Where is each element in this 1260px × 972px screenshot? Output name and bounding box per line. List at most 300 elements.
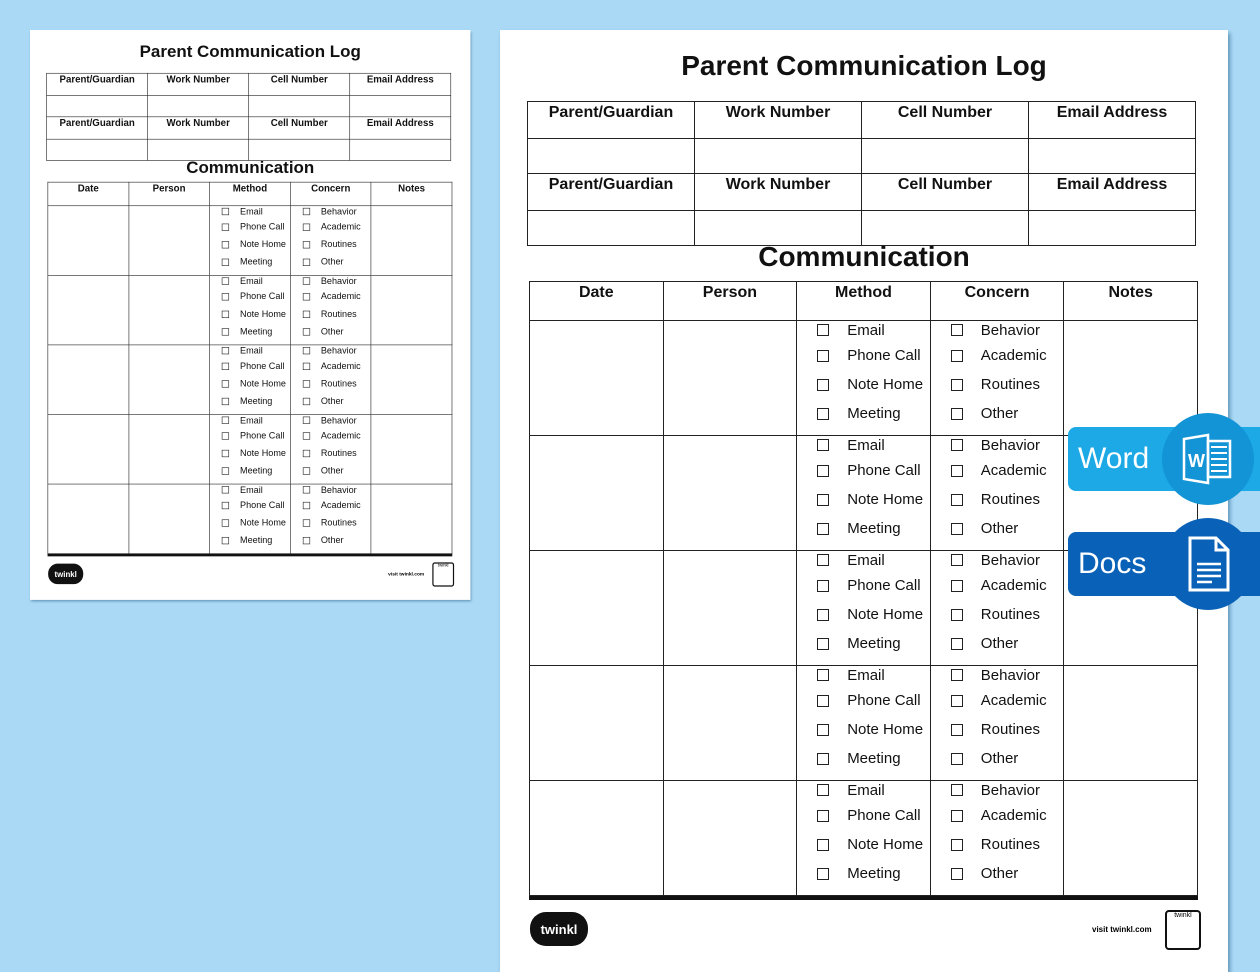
method-option[interactable] — [210, 253, 290, 271]
concern-label: Routines — [980, 376, 1040, 393]
notes-cell[interactable] — [371, 484, 452, 554]
concern-label: Other — [980, 520, 1019, 537]
concern-label: Academic — [980, 807, 1047, 824]
notes-cell[interactable] — [371, 345, 452, 415]
person-cell[interactable] — [663, 781, 797, 896]
concern-option[interactable] — [291, 496, 371, 514]
method-label: Phone Call — [240, 500, 285, 511]
contact-header-cell: Email Address — [1029, 174, 1196, 211]
concern-option[interactable] — [931, 399, 1064, 428]
person-cell[interactable] — [663, 551, 797, 666]
concern-option[interactable] — [931, 600, 1064, 629]
method-option[interactable] — [210, 496, 290, 514]
comm-entry-row — [48, 414, 452, 484]
checkbox[interactable] — [951, 408, 963, 420]
method-option[interactable] — [797, 549, 930, 571]
checkbox[interactable] — [303, 486, 310, 493]
page-title: Parent Communication Log — [139, 42, 361, 61]
twinkl-badge: twinkl — [432, 562, 454, 586]
method-label: Meeting — [240, 326, 273, 337]
concern-label: Routines — [980, 491, 1040, 508]
contact-input-cell[interactable] — [350, 96, 451, 117]
checkbox[interactable] — [222, 258, 229, 265]
checkbox[interactable] — [222, 362, 229, 369]
concern-cell — [290, 414, 371, 484]
method-option[interactable] — [797, 485, 930, 514]
checkbox[interactable] — [951, 753, 963, 765]
checkbox[interactable] — [817, 523, 829, 535]
checkbox[interactable] — [951, 669, 963, 681]
concern-label: Academic — [980, 347, 1047, 364]
comm-header-cell: Notes — [1064, 282, 1198, 321]
checkbox[interactable] — [951, 324, 963, 336]
date-cell[interactable] — [48, 206, 129, 276]
concern-label: Behavior — [980, 781, 1040, 799]
concern-cell — [930, 321, 1064, 436]
method-label: Email — [240, 275, 263, 287]
method-option[interactable] — [797, 434, 930, 456]
checkbox[interactable] — [303, 450, 310, 457]
concern-option[interactable] — [931, 859, 1064, 888]
visit-link[interactable]: visit twinkl.com — [388, 571, 425, 577]
notes-cell[interactable] — [1064, 321, 1198, 436]
notes-cell[interactable] — [371, 275, 452, 345]
contact-input-cell[interactable] — [862, 139, 1029, 174]
contact-input-cell[interactable] — [148, 96, 249, 117]
date-cell[interactable] — [530, 666, 664, 781]
person-cell[interactable] — [129, 206, 210, 276]
method-option[interactable] — [797, 629, 930, 658]
checkbox[interactable] — [303, 328, 310, 335]
method-label: Email — [847, 781, 885, 799]
checkbox[interactable] — [222, 467, 229, 474]
method-option[interactable] — [210, 205, 290, 218]
person-cell[interactable] — [129, 484, 210, 554]
checkbox[interactable] — [817, 350, 829, 362]
footer-divider — [529, 896, 1198, 900]
person-cell[interactable] — [663, 436, 797, 551]
method-label: Phone Call — [847, 462, 921, 479]
method-cell — [209, 484, 290, 554]
method-label: Note Home — [240, 308, 286, 320]
checkbox[interactable] — [222, 537, 229, 544]
method-option[interactable] — [797, 715, 930, 744]
comm-entry-row — [48, 484, 452, 554]
checkbox[interactable] — [951, 580, 963, 592]
footer-divider — [48, 554, 453, 556]
contact-header-cell: Parent/Guardian — [47, 117, 148, 139]
notes-cell[interactable] — [371, 414, 452, 484]
concern-label: Routines — [980, 836, 1040, 853]
concern-option[interactable] — [931, 686, 1064, 715]
checkbox[interactable] — [222, 486, 229, 493]
contact-header-cell: Email Address — [350, 117, 451, 139]
checkbox[interactable] — [222, 241, 229, 248]
concern-option[interactable] — [291, 532, 371, 550]
comm-header-cell: Concern — [930, 282, 1064, 321]
contact-header-row — [47, 73, 451, 95]
contact-input-cell[interactable] — [47, 96, 148, 117]
method-cell — [209, 275, 290, 345]
concern-label: Behavior — [320, 415, 357, 426]
method-cell — [209, 414, 290, 484]
comm-entry-row — [530, 666, 1198, 781]
checkbox[interactable] — [817, 839, 829, 851]
checkbox[interactable] — [222, 450, 229, 457]
date-cell[interactable] — [530, 781, 664, 896]
concern-label: Routines — [320, 308, 357, 320]
checkbox[interactable] — [951, 609, 963, 621]
concern-label: Behavior — [320, 345, 357, 356]
contact-table — [527, 101, 1196, 246]
checkbox[interactable] — [951, 868, 963, 880]
checkbox[interactable] — [222, 380, 229, 387]
notes-cell[interactable] — [1064, 666, 1198, 781]
concern-label: Behavior — [320, 484, 357, 495]
checkbox[interactable] — [222, 277, 229, 284]
concern-option[interactable] — [291, 253, 371, 271]
checkbox[interactable] — [817, 465, 829, 477]
checkbox[interactable] — [817, 753, 829, 765]
checkbox[interactable] — [222, 417, 229, 424]
checkbox[interactable] — [951, 784, 963, 796]
checkbox[interactable] — [303, 208, 310, 215]
concern-option[interactable] — [291, 236, 371, 254]
method-option[interactable] — [797, 319, 930, 341]
concern-option[interactable] — [291, 462, 371, 480]
method-label: Phone Call — [847, 692, 921, 709]
concern-option[interactable] — [291, 514, 371, 532]
checkbox[interactable] — [951, 439, 963, 451]
contact-header-cell: Work Number — [695, 174, 862, 211]
method-label: Meeting — [240, 256, 273, 268]
concern-label: Academic — [980, 462, 1047, 479]
contact-header-cell: Work Number — [148, 73, 249, 95]
concern-label: Behavior — [320, 275, 357, 287]
comm-header-cell: Date — [530, 282, 664, 321]
method-option[interactable] — [797, 571, 930, 600]
method-label: Email — [240, 206, 263, 217]
method-cell — [209, 206, 290, 276]
concern-option[interactable] — [291, 218, 371, 236]
concern-option[interactable] — [931, 319, 1064, 341]
method-label: Meeting — [847, 635, 901, 652]
checkbox[interactable] — [817, 580, 829, 592]
comm-header-row — [48, 182, 452, 206]
checkbox[interactable] — [951, 554, 963, 566]
method-label: Phone Call — [240, 221, 285, 233]
method-option[interactable] — [210, 414, 290, 427]
twinkl-logo: twinkl — [48, 564, 83, 585]
concern-option[interactable] — [931, 571, 1064, 600]
checkbox[interactable] — [222, 223, 229, 230]
concern-option[interactable] — [931, 434, 1064, 456]
checkbox[interactable] — [303, 310, 310, 317]
checkbox[interactable] — [817, 695, 829, 707]
date-cell[interactable] — [48, 484, 129, 554]
concern-option[interactable] — [931, 779, 1064, 801]
concern-option[interactable] — [931, 830, 1064, 859]
concern-option[interactable] — [291, 274, 371, 287]
concern-option[interactable] — [291, 427, 371, 445]
concern-label: Other — [320, 256, 344, 268]
concern-option[interactable] — [931, 715, 1064, 744]
concern-option[interactable] — [931, 744, 1064, 773]
method-cell — [797, 551, 931, 666]
person-cell[interactable] — [663, 666, 797, 781]
concern-cell — [290, 484, 371, 554]
checkbox[interactable] — [222, 293, 229, 300]
contact-input-row — [528, 139, 1196, 174]
person-cell[interactable] — [129, 414, 210, 484]
checkbox[interactable] — [303, 467, 310, 474]
concern-option[interactable] — [931, 341, 1064, 370]
person-cell[interactable] — [129, 345, 210, 415]
checkbox[interactable] — [951, 523, 963, 535]
method-label: Meeting — [847, 520, 901, 537]
checkbox[interactable] — [303, 223, 310, 230]
concern-label: Routines — [320, 378, 357, 389]
method-option[interactable] — [797, 801, 930, 830]
method-option[interactable] — [210, 274, 290, 287]
page-title: Parent Communication Log — [681, 50, 1047, 81]
checkbox[interactable] — [817, 669, 829, 681]
contact-header-cell: Parent/Guardian — [47, 73, 148, 95]
method-option[interactable] — [210, 218, 290, 236]
checkbox[interactable] — [303, 362, 310, 369]
method-option[interactable] — [797, 779, 930, 801]
method-option[interactable] — [210, 532, 290, 550]
checkbox[interactable] — [951, 379, 963, 391]
visit-link[interactable]: visit twinkl.com — [1092, 925, 1152, 934]
checkbox[interactable] — [303, 537, 310, 544]
concern-cell — [290, 275, 371, 345]
method-option[interactable] — [210, 444, 290, 462]
contact-input-cell[interactable] — [1029, 139, 1196, 174]
checkbox[interactable] — [817, 408, 829, 420]
method-option[interactable] — [797, 514, 930, 543]
date-cell[interactable] — [530, 436, 664, 551]
concern-option[interactable] — [291, 323, 371, 341]
person-cell[interactable] — [663, 321, 797, 436]
checkbox[interactable] — [303, 380, 310, 387]
checkbox[interactable] — [951, 350, 963, 362]
concern-option[interactable] — [291, 375, 371, 393]
checkbox[interactable] — [817, 494, 829, 506]
checkbox[interactable] — [303, 347, 310, 354]
notes-cell[interactable] — [1064, 781, 1198, 896]
concern-option[interactable] — [291, 483, 371, 496]
concern-label: Behavior — [320, 206, 357, 217]
method-option[interactable] — [797, 370, 930, 399]
method-option[interactable] — [210, 344, 290, 357]
method-label: Note Home — [240, 239, 286, 250]
concern-option[interactable] — [931, 629, 1064, 658]
method-option[interactable] — [210, 483, 290, 496]
checkbox[interactable] — [303, 417, 310, 424]
method-label: Meeting — [847, 865, 901, 882]
checkbox[interactable] — [303, 241, 310, 248]
method-label: Phone Call — [847, 807, 921, 824]
checkbox[interactable] — [222, 398, 229, 405]
method-label: Phone Call — [240, 430, 285, 441]
checkbox[interactable] — [817, 609, 829, 621]
checkbox[interactable] — [951, 839, 963, 851]
concern-option[interactable] — [291, 288, 371, 306]
date-cell[interactable] — [48, 275, 129, 345]
checkbox[interactable] — [951, 810, 963, 822]
checkbox[interactable] — [303, 519, 310, 526]
method-option[interactable] — [797, 830, 930, 859]
concern-label: Other — [980, 635, 1019, 652]
checkbox[interactable] — [222, 310, 229, 317]
contact-input-cell[interactable] — [695, 139, 862, 174]
checkbox[interactable] — [222, 347, 229, 354]
checkbox[interactable] — [303, 398, 310, 405]
concern-label: Other — [320, 396, 344, 407]
twinkl-badge: twinkl — [1165, 910, 1201, 950]
method-option[interactable] — [797, 341, 930, 370]
checkbox[interactable] — [817, 439, 829, 451]
method-option[interactable] — [210, 305, 290, 323]
contact-input-cell[interactable] — [249, 96, 350, 117]
method-option[interactable] — [797, 686, 930, 715]
checkbox[interactable] — [951, 465, 963, 477]
method-label: Phone Call — [847, 577, 921, 594]
checkbox[interactable] — [817, 724, 829, 736]
method-option[interactable] — [797, 399, 930, 428]
method-option[interactable] — [210, 462, 290, 480]
checkbox[interactable] — [303, 502, 310, 509]
concern-option[interactable] — [291, 357, 371, 375]
concern-option[interactable] — [291, 444, 371, 462]
concern-label: Routines — [980, 721, 1040, 738]
method-option[interactable] — [797, 664, 930, 686]
method-label: Meeting — [847, 750, 901, 767]
method-option[interactable] — [797, 744, 930, 773]
method-option[interactable] — [210, 288, 290, 306]
svg-text:W: W — [1188, 451, 1205, 471]
date-cell[interactable] — [48, 414, 129, 484]
checkbox[interactable] — [222, 519, 229, 526]
checkbox[interactable] — [303, 432, 310, 439]
document-preview-thumbnail — [30, 30, 470, 600]
concern-option[interactable] — [291, 392, 371, 410]
checkbox[interactable] — [817, 554, 829, 566]
method-label: Email — [240, 415, 263, 426]
method-option[interactable] — [210, 357, 290, 375]
notes-cell[interactable] — [371, 206, 452, 276]
comm-header-cell: Notes — [371, 182, 452, 206]
method-option[interactable] — [210, 323, 290, 341]
concern-cell — [930, 666, 1064, 781]
contact-input-cell[interactable] — [528, 139, 695, 174]
concern-option[interactable] — [291, 205, 371, 218]
method-cell — [797, 321, 931, 436]
method-option[interactable] — [210, 427, 290, 445]
date-cell[interactable] — [48, 345, 129, 415]
concern-option[interactable] — [931, 664, 1064, 686]
method-option[interactable] — [797, 600, 930, 629]
checkbox[interactable] — [222, 432, 229, 439]
checkbox[interactable] — [817, 638, 829, 650]
method-label: Note Home — [240, 517, 286, 528]
concern-option[interactable] — [931, 514, 1064, 543]
checkbox[interactable] — [303, 293, 310, 300]
concern-option[interactable] — [291, 414, 371, 427]
comm-header-cell: Concern — [290, 182, 371, 206]
checkbox[interactable] — [222, 208, 229, 215]
comm-entry-row — [48, 206, 452, 276]
method-cell — [797, 781, 931, 896]
method-option[interactable] — [797, 456, 930, 485]
date-cell[interactable] — [530, 551, 664, 666]
docs-icon — [1162, 518, 1254, 610]
contact-header-cell: Cell Number — [862, 102, 1029, 139]
method-label: Note Home — [847, 491, 924, 508]
method-label: Note Home — [847, 721, 924, 738]
checkbox[interactable] — [817, 379, 829, 391]
communication-table — [48, 182, 453, 554]
comm-header-cell: Date — [48, 182, 129, 206]
concern-cell — [930, 781, 1064, 896]
contact-input-row — [47, 96, 451, 117]
checkbox[interactable] — [222, 328, 229, 335]
concern-label: Routines — [980, 606, 1040, 623]
method-option[interactable] — [210, 375, 290, 393]
contact-header-row — [528, 174, 1196, 211]
method-option[interactable] — [210, 392, 290, 410]
concern-label: Other — [980, 405, 1019, 422]
checkbox[interactable] — [951, 494, 963, 506]
person-cell[interactable] — [129, 275, 210, 345]
method-label: Note Home — [847, 836, 924, 853]
method-option[interactable] — [210, 514, 290, 532]
concern-label: Academic — [320, 221, 361, 233]
checkbox[interactable] — [303, 258, 310, 265]
method-option[interactable] — [210, 236, 290, 254]
concern-label: Behavior — [980, 666, 1040, 684]
checkbox[interactable] — [222, 502, 229, 509]
concern-option[interactable] — [931, 370, 1064, 399]
document-preview-zoomed — [500, 30, 1228, 972]
checkbox[interactable] — [951, 638, 963, 650]
concern-option[interactable] — [931, 485, 1064, 514]
checkbox[interactable] — [817, 784, 829, 796]
concern-cell — [290, 206, 371, 276]
concern-option[interactable] — [931, 456, 1064, 485]
section-title: Communication — [186, 157, 315, 177]
checkbox[interactable] — [951, 724, 963, 736]
concern-label: Other — [980, 750, 1019, 767]
method-cell — [209, 345, 290, 415]
date-cell[interactable] — [530, 321, 664, 436]
method-option[interactable] — [797, 859, 930, 888]
checkbox[interactable] — [951, 695, 963, 707]
method-label: Meeting — [240, 465, 273, 476]
checkbox[interactable] — [817, 324, 829, 336]
concern-option[interactable] — [291, 344, 371, 357]
contact-table — [46, 73, 451, 161]
method-label: Note Home — [847, 606, 924, 623]
checkbox[interactable] — [303, 277, 310, 284]
concern-option[interactable] — [931, 549, 1064, 571]
concern-option[interactable] — [291, 305, 371, 323]
checkbox[interactable] — [817, 810, 829, 822]
method-label: Email — [847, 551, 885, 569]
checkbox[interactable] — [817, 868, 829, 880]
concern-option[interactable] — [931, 801, 1064, 830]
